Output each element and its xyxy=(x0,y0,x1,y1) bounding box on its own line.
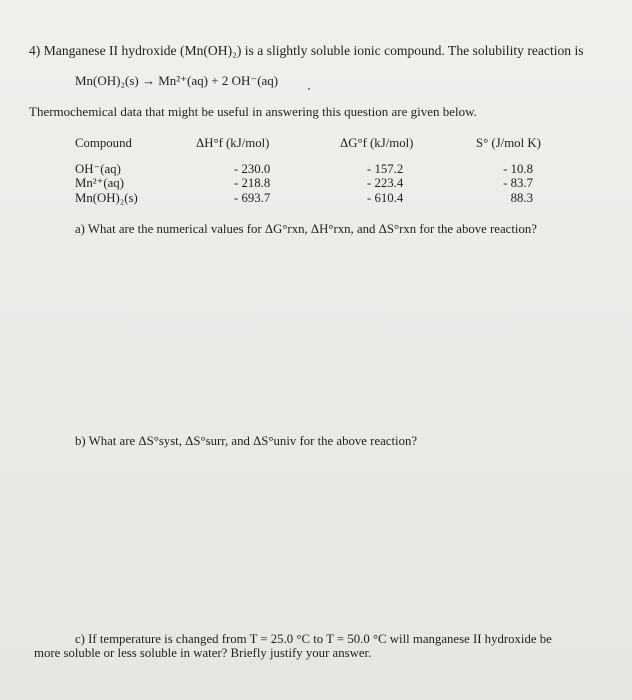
row-delta-g: - 157.2 xyxy=(367,162,404,176)
header-delta-g: ΔG°f (kJ/mol) xyxy=(340,136,414,150)
part-a-question: a) What are the numerical values for ΔG°rxn, ΔH°rxn, and ΔS°rxn for the above reaction? xyxy=(75,222,537,236)
header-entropy: S° (J/mol K) xyxy=(476,136,541,150)
row-delta-g: - 223.4 xyxy=(367,176,404,190)
header-compound: Compound xyxy=(75,136,132,150)
row-compound: Mn(OH)₂(s) xyxy=(75,191,138,205)
row-compound: OH⁻(aq) xyxy=(75,162,121,176)
row-delta-h: - 218.8 xyxy=(234,176,271,190)
intro-text: Thermochemical data that might be useful in answering this question are given below. xyxy=(29,104,477,119)
solubility-reaction: Mn(OH)₂(s) → Mn²⁺(aq) + 2 OH⁻(aq) xyxy=(75,73,279,88)
row-delta-h: - 693.7 xyxy=(234,191,271,205)
header-delta-h: ΔH°f (kJ/mol) xyxy=(196,136,270,150)
part-b-question: b) What are ΔS°syst, ΔS°surr, and ΔS°univ for the above reaction? xyxy=(75,434,418,448)
question-title: 4) Manganese II hydroxide (Mn(OH)₂) is a slightly soluble ionic compound. The solubility reaction is xyxy=(29,43,584,58)
row-entropy: 88.3 xyxy=(510,191,533,205)
row-entropy: - 83.7 xyxy=(503,176,533,190)
part-c-question-line2: more soluble or less soluble in water? Briefly justify your answer. xyxy=(34,646,372,660)
row-delta-g: - 610.4 xyxy=(367,191,404,205)
row-compound: Mn²⁺(aq) xyxy=(75,176,124,190)
row-entropy: - 10.8 xyxy=(503,162,533,176)
stray-mark xyxy=(308,88,310,90)
part-c-question-line1: c) If temperature is changed from T = 25.0 °C to T = 50.0 °C will manganese II hydroxide be xyxy=(75,632,552,646)
row-delta-h: - 230.0 xyxy=(234,162,271,176)
